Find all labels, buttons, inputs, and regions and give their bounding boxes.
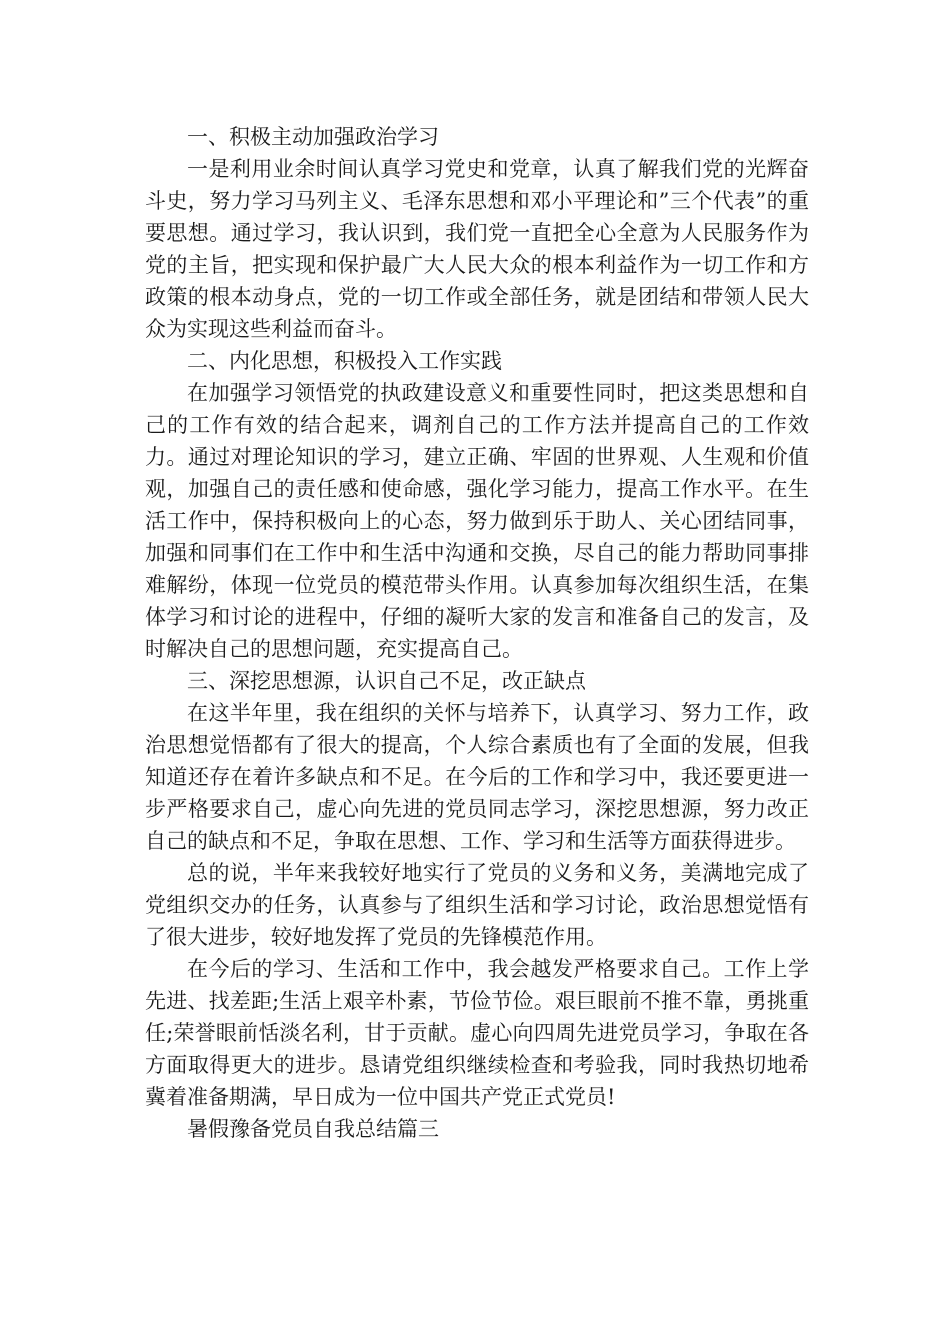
paragraph-2: 在加强学习领悟党的执政建设意义和重要性同时，把这类思想和自己的工作有效的结合起来，调剂自己的工作方法并提高自己的工作效力。通过对理论知识的学习，建立正确、牢固的世界观、人生观和价值观，加强自己的责任感和使命感，强化学习能力，提高工作水平。在生活工作中，保持积极向上的心态，努力做到乐于助人、关心团结同事，加强和同事们在工作中和生活中沟通和交换，尽自己的能力帮助同事排难解纷，体现一位党员的模范带头作用。认真参加每次组织生活，在集体学习和讨论的进程中，仔细的凝听大家的发言和准备自己的发言，及时解决自己的思想问题，充实提高自己。 — [145, 381, 809, 661]
section-heading-1: 一、积极主动加强政治学习 — [187, 125, 439, 149]
section-heading-2: 二、内化思想，积极投入工作实践 — [187, 349, 502, 373]
document-body — [145, 121, 809, 1145]
section-heading-3: 三、深挖思想源，认识自己不足，改正缺点 — [187, 669, 586, 693]
paragraph-1: 一是利用业余时间认真学习党史和党章，认真了解我们党的光辉奋斗史，努力学习马列主义、毛泽东思想和邓小平理论和”三个代表”的重要思想。通过学习，我认识到，我们党一直把全心全意为人民服务作为党的主旨，把实现和保护最广大人民大众的根本利益作为一切工作和方政策的根本动身点，党的一切工作或全部任务，就是团结和带领人民大众为实现这些利益而奋斗。 — [145, 157, 809, 341]
paragraph-3: 在这半年里，我在组织的关怀与培养下，认真学习、努力工作，政治思想觉悟都有了很大的提高，个人综合素质也有了全面的发展，但我知道还存在着许多缺点和不足。在今后的工作和学习中，我还要更进一步严格要求自己，虚心向先进的党员同志学习，深挖思想源，努力改正自己的缺点和不足，争取在思想、工作、学习和生活等方面获得进步。 — [145, 701, 809, 853]
paragraph-5: 在今后的学习、生活和工作中，我会越发严格要求自己。工作上学先进、找差距;生活上艰辛朴素，节俭节俭。艰巨眼前不推不靠，勇挑重任;荣誉眼前恬淡名利，甘于贡献。虚心向四周先进党员学习，争取在各方面取得更大的进步。恳请党组织继续检查和考验我，同时我热切地希冀着准备期满，早日成为一位中国共产党正式党员! — [145, 957, 809, 1109]
next-section-title: 暑假豫备党员自我总结篇三 — [187, 1117, 439, 1141]
paragraph-4: 总的说，半年来我较好地实行了党员的义务和义务，美满地完成了党组织交办的任务，认真参与了组织生活和学习讨论，政治思想觉悟有了很大进步，较好地发挥了党员的先锋模范作用。 — [145, 861, 809, 949]
